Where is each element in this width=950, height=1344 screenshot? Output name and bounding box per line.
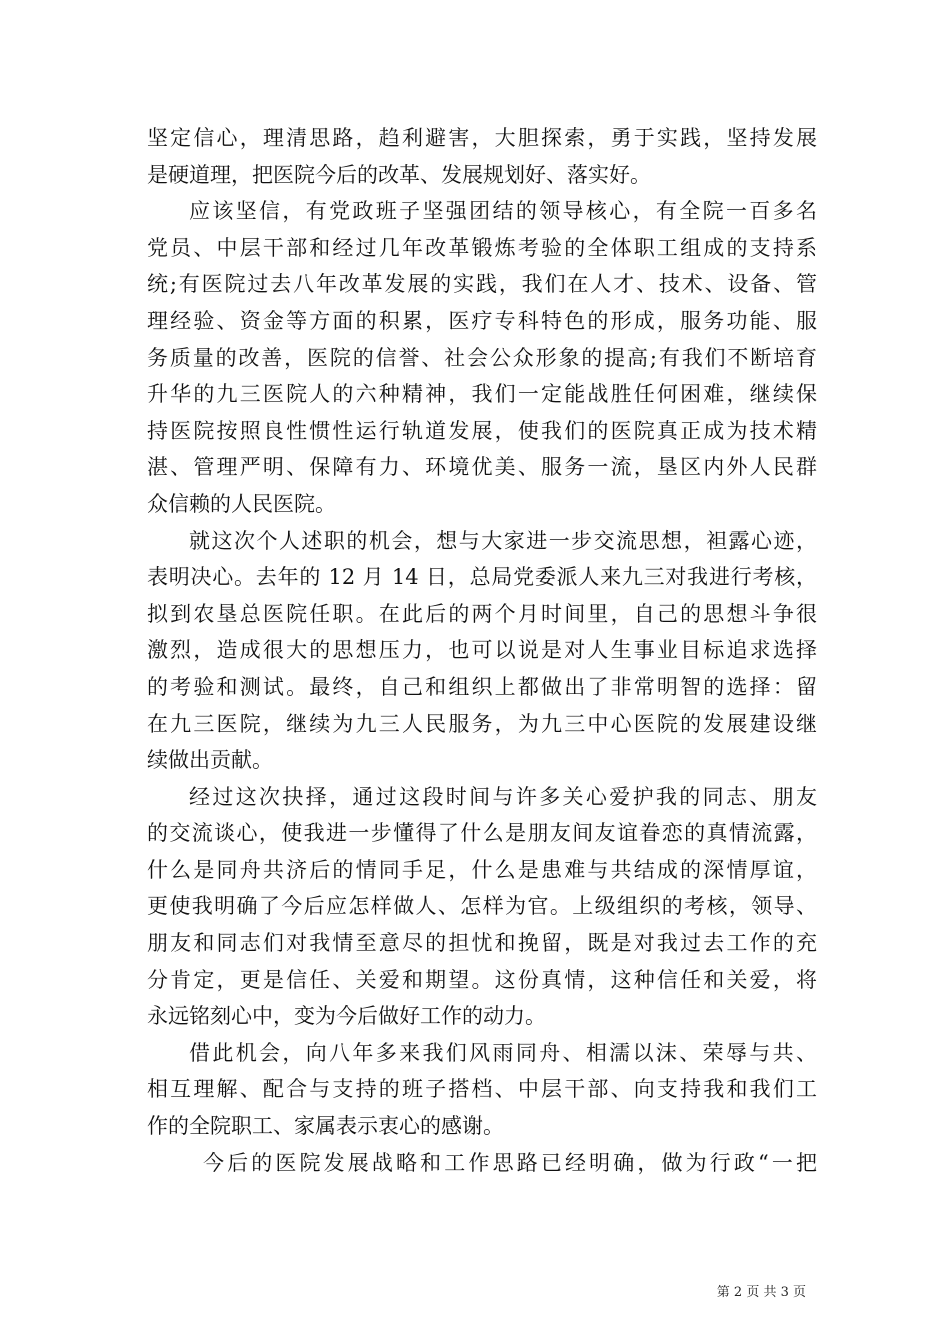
text-line: 持医院按照良性惯性运行轨道发展，使我们的医院真正成为技术精 bbox=[147, 418, 817, 443]
text-line: 就这次个人述职的机会，想与大家进一步交流思想，袒露心迹， bbox=[189, 528, 817, 553]
text-line: 分肯定，更是信任、关爱和期望。这份真情，这种信任和关爱，将 bbox=[147, 967, 817, 992]
text-line: 表明决心。去年的 12 月 14 日，总局党委派人来九三对我进行考核， bbox=[147, 565, 817, 590]
text-line: 今后的医院发展战略和工作思路已经明确，做为行政“一把 bbox=[203, 1150, 817, 1175]
text-line: 理经验、资金等方面的积累，医疗专科特色的形成，服务功能、服 bbox=[147, 308, 817, 333]
text-line: 拟到农垦总医院任职。在此后的两个月时间里，自己的思想斗争很 bbox=[147, 601, 817, 626]
text-line: 应该坚信，有党政班子坚强团结的领导核心，有全院一百多名 bbox=[189, 199, 817, 224]
text-line: 永远铭刻心中，变为今后做好工作的动力。 bbox=[147, 1004, 546, 1029]
text-line: 的交流谈心，使我进一步懂得了什么是朋友间友谊眷恋的真情流露， bbox=[147, 821, 817, 846]
text-line: 是硬道理，把医院今后的改革、发展规划好、落实好。 bbox=[147, 162, 651, 187]
text-line: 借此机会，向八年多来我们风雨同舟、相濡以沫、荣辱与共、 bbox=[189, 1040, 817, 1065]
text-line: 的考验和测试。最终，自己和组织上都做出了非常明智的选择：留 bbox=[147, 674, 817, 699]
text-line: 坚定信心，理清思路，趋利避害，大胆探索，勇于实践，坚持发展 bbox=[147, 126, 817, 150]
text-line: 更使我明确了今后应怎样做人、怎样为官。上级组织的考核，领导、 bbox=[147, 894, 817, 919]
page-number: 第 2 页 共 3 页 bbox=[716, 1285, 806, 1300]
text-line: 务质量的改善，医院的信誉、社会公众形象的提高;有我们不断培育 bbox=[147, 345, 817, 370]
text-line: 统;有医院过去八年改革发展的实践，我们在人才、技术、设备、管 bbox=[147, 272, 817, 297]
text-line: 升华的九三医院人的六种精神，我们一定能战胜任何困难，继续保 bbox=[147, 382, 817, 407]
text-line: 续做出贡献。 bbox=[147, 748, 273, 773]
text-line: 经过这次抉择，通过这段时间与许多关心爱护我的同志、朋友 bbox=[189, 784, 817, 809]
text-line: 什么是同舟共济后的情同手足，什么是患难与共结成的深情厚谊， bbox=[147, 857, 817, 882]
text-line: 湛、管理严明、保障有力、环境优美、服务一流，垦区内外人民群 bbox=[147, 455, 817, 480]
text-line: 作的全院职工、家属表示衷心的感谢。 bbox=[147, 1114, 504, 1139]
text-line: 众信赖的人民医院。 bbox=[147, 491, 336, 516]
text-line: 激烈，造成很大的思想压力，也可以说是对人生事业目标追求选择 bbox=[147, 638, 817, 663]
document-body bbox=[147, 120, 817, 1181]
text-line: 相互理解、配合与支持的班子搭档、中层干部、向支持我和我们工 bbox=[147, 1077, 817, 1102]
text-line: 在九三医院，继续为九三人民服务，为九三中心医院的发展建设继 bbox=[147, 711, 817, 736]
text-line: 党员、中层干部和经过几年改革锻炼考验的全体职工组成的支持系 bbox=[147, 235, 817, 260]
text-line: 朋友和同志们对我情至意尽的担忧和挽留，既是对我过去工作的充 bbox=[147, 931, 817, 956]
